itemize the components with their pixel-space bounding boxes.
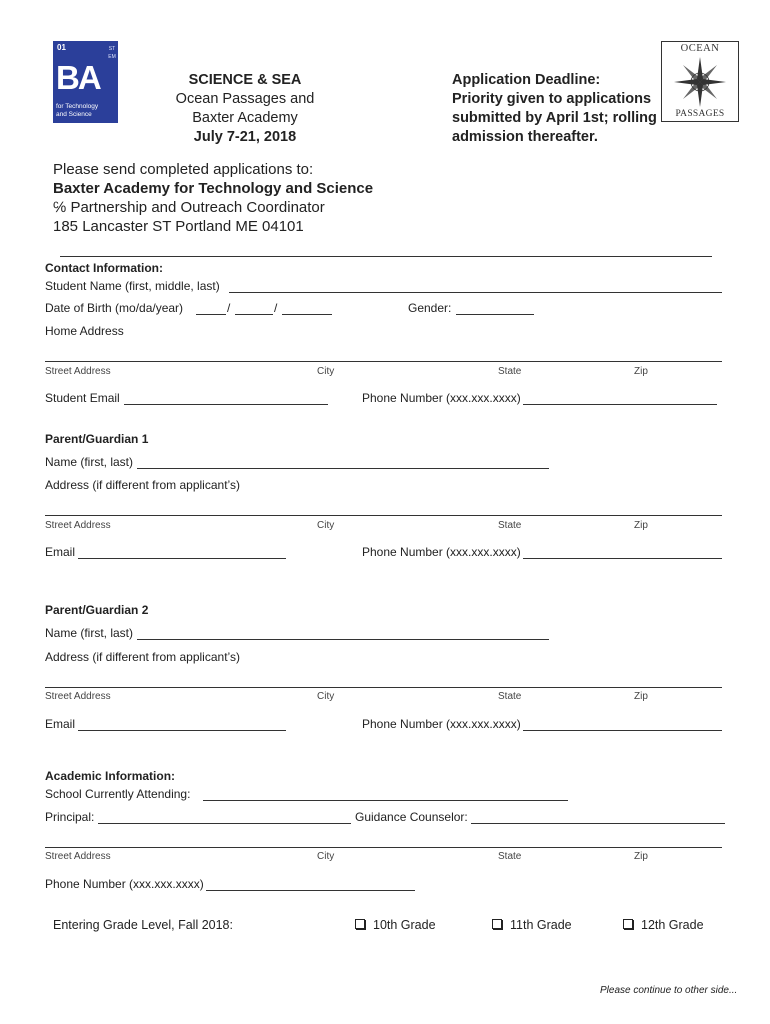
home-address-field[interactable] [45, 361, 722, 362]
zip-label: Zip [634, 691, 648, 702]
program-line-2: Ocean Passages and [175, 91, 315, 107]
checkbox-icon[interactable] [492, 919, 502, 929]
deadline-line: admission thereafter. [452, 129, 598, 145]
school-phone-label: Phone Number (xxx.xxx.xxxx) [45, 877, 204, 891]
ocean-logo-bottom: PASSAGES [675, 109, 725, 119]
parent2-phone-label: Phone Number (xxx.xxx.xxxx) [362, 717, 521, 731]
parent1-email-field[interactable] [78, 558, 286, 559]
student-phone-field[interactable] [523, 404, 717, 405]
city-label: City [317, 691, 335, 702]
deadline-line: Priority given to applications [452, 91, 652, 107]
parent1-heading: Parent/Guardian 1 [45, 432, 149, 446]
parent2-email-label: Email [45, 717, 76, 731]
dob-separator: / [274, 301, 278, 315]
counselor-label: Guidance Counselor: [355, 810, 468, 824]
dob-year-field[interactable] [282, 314, 332, 315]
parent2-name-field[interactable] [137, 639, 549, 640]
grade-11-option[interactable] [492, 918, 572, 932]
parent1-phone-field[interactable] [523, 558, 722, 559]
school-phone-field[interactable] [206, 890, 415, 891]
school-address-field[interactable] [45, 847, 722, 848]
street-address-label: Street Address [45, 851, 111, 862]
street-address-label: Street Address [45, 520, 111, 531]
deadline-line: submitted by April 1st; rolling [452, 110, 657, 126]
send-to-address: 185 Lancaster ST Portland ME 04101 [53, 218, 304, 235]
send-to-intro: Please send completed applications to: [53, 161, 314, 178]
parent2-name-label: Name (first, last) [45, 626, 134, 640]
academic-heading: Academic Information: [45, 769, 176, 783]
gender-field[interactable] [456, 314, 534, 315]
baxter-academy-logo [53, 41, 118, 123]
parent1-name-label: Name (first, last) [45, 455, 134, 469]
parent2-address-field[interactable] [45, 687, 722, 688]
zip-label: Zip [634, 366, 648, 377]
compass-rose-icon [671, 56, 729, 108]
counselor-field[interactable] [471, 823, 725, 824]
parent1-address-field[interactable] [45, 515, 722, 516]
state-label: State [498, 366, 522, 377]
parent1-name-field[interactable] [137, 468, 549, 469]
send-to-attn: ℅ Partnership and Outreach Coordinator [53, 199, 325, 216]
zip-label: Zip [634, 851, 648, 862]
checkbox-icon[interactable] [623, 919, 633, 929]
state-label: State [498, 691, 522, 702]
grade-10-option[interactable] [355, 918, 436, 932]
deadline-line: Application Deadline: [452, 72, 601, 88]
program-dates: July 7-21, 2018 [193, 129, 297, 145]
grade-11-label: 11th Grade [510, 918, 572, 932]
parent1-email-label: Email [45, 545, 76, 559]
principal-label: Principal: [45, 810, 95, 824]
logo-number: 01 [57, 43, 66, 52]
parent2-phone-field[interactable] [523, 730, 722, 731]
dob-day-field[interactable] [235, 314, 273, 315]
ocean-logo-top: OCEAN [680, 43, 720, 54]
logo-subtitle: for Technology and Science [56, 103, 99, 118]
grade-10-label: 10th Grade [373, 918, 436, 932]
dob-label: Date of Birth (mo/da/year) [45, 301, 184, 315]
dob-month-field[interactable] [196, 314, 226, 315]
ocean-passages-logo [661, 41, 739, 122]
continue-note: Please continue to other side... [600, 985, 738, 996]
logo-vertical-text: STEM [108, 46, 116, 60]
parent1-address-label: Address (if different from applicant’s) [45, 478, 240, 492]
application-deadline [452, 71, 662, 147]
parent2-address-label: Address (if different from applicant’s) [45, 650, 240, 664]
program-title: SCIENCE & SEA [188, 72, 302, 88]
street-address-label: Street Address [45, 691, 111, 702]
state-label: State [498, 520, 522, 531]
student-email-field[interactable] [124, 404, 328, 405]
program-line-3: Baxter Academy [192, 110, 298, 126]
state-label: State [498, 851, 522, 862]
city-label: City [317, 366, 335, 377]
grade-12-label: 12th Grade [641, 918, 704, 932]
zip-label: Zip [634, 520, 648, 531]
parent2-heading: Parent/Guardian 2 [45, 603, 149, 617]
city-label: City [317, 851, 335, 862]
student-email-label: Student Email [45, 391, 120, 405]
checkbox-icon[interactable] [355, 919, 365, 929]
gender-label: Gender: [408, 301, 452, 315]
principal-field[interactable] [98, 823, 351, 824]
student-name-field[interactable] [229, 292, 722, 293]
school-field[interactable] [203, 800, 568, 801]
send-to-org: Baxter Academy for Technology and Science [53, 180, 374, 197]
student-phone-label: Phone Number (xxx.xxx.xxxx) [362, 391, 521, 405]
parent2-email-field[interactable] [78, 730, 286, 731]
contact-heading: Contact Information: [45, 261, 163, 275]
school-label: School Currently Attending: [45, 787, 191, 801]
city-label: City [317, 520, 335, 531]
parent1-phone-label: Phone Number (xxx.xxx.xxxx) [362, 545, 521, 559]
grade-12-option[interactable] [623, 918, 704, 932]
home-address-label: Home Address [45, 324, 124, 338]
student-name-label: Student Name (first, middle, last) [45, 279, 220, 293]
program-title-block [160, 71, 330, 147]
dob-separator: / [227, 301, 231, 315]
logo-letters: BA [56, 59, 100, 96]
divider [60, 256, 712, 257]
grade-level-label: Entering Grade Level, Fall 2018: [53, 918, 233, 932]
street-address-label: Street Address [45, 366, 111, 377]
send-to-block [53, 160, 373, 236]
